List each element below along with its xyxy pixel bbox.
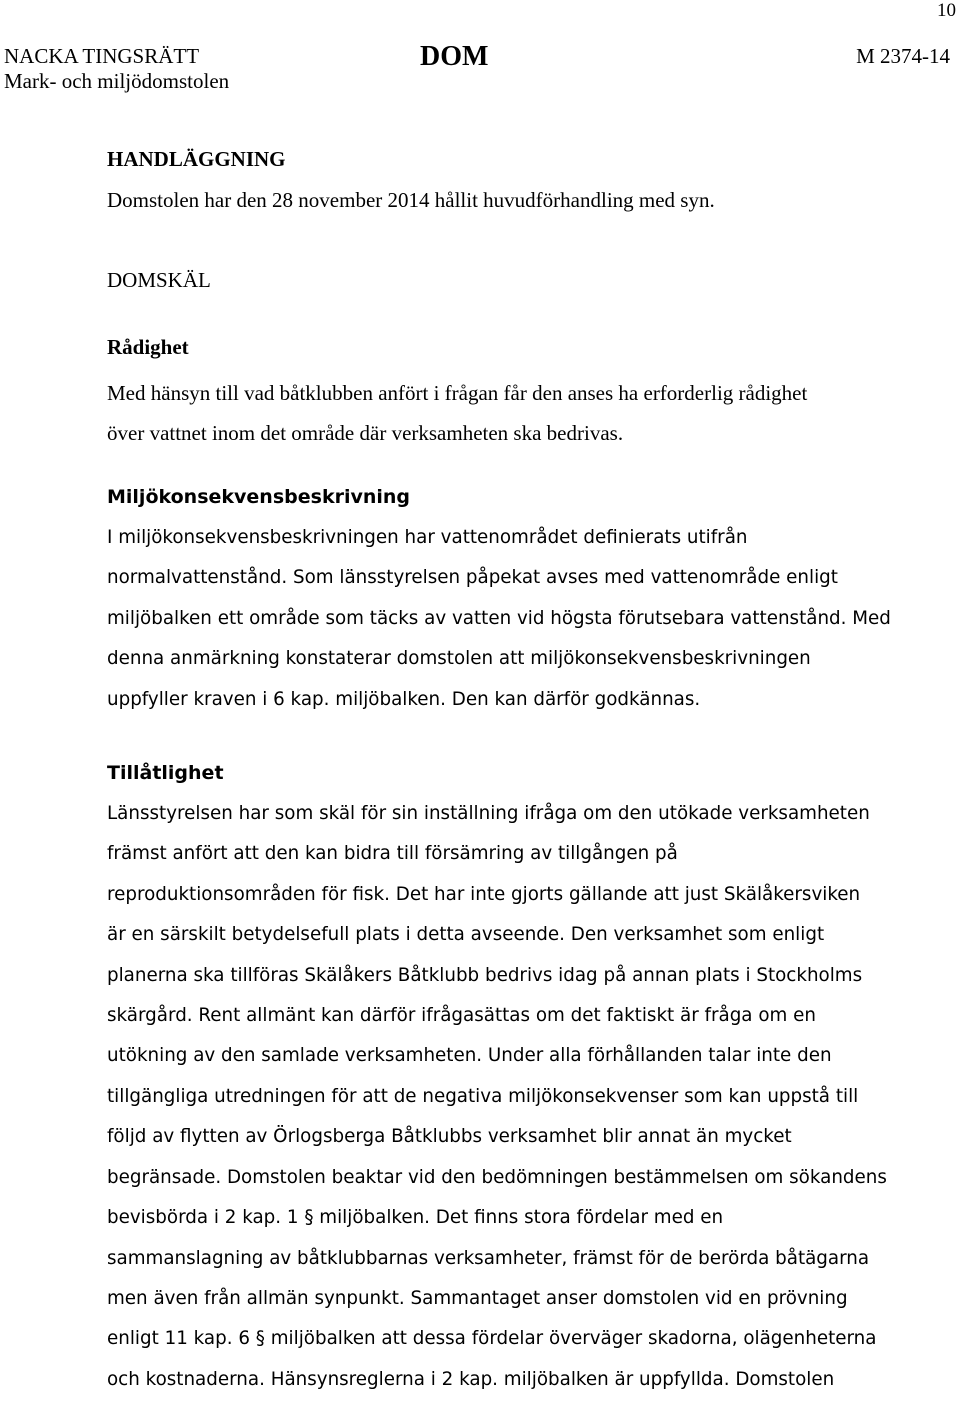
- tillatlighet-line: enligt 11 kap. 6 § miljöbalken att dessa fördelar överväger skadorna, olägenheterna: [107, 1328, 877, 1350]
- handlaggning-text: Domstolen har den 28 november 2014 hållit huvudförhandling med syn.: [107, 188, 715, 212]
- court-name: NACKA TINGSRÄTT: [4, 44, 200, 68]
- case-number: M 2374-14: [856, 44, 950, 68]
- section-domskal: [107, 267, 907, 294]
- heading-handlaggning: HANDLÄGGNING: [107, 147, 286, 171]
- mkb-line: denna anmärkning konstaterar domstolen att miljökonsekvensbeskrivningen: [107, 648, 811, 670]
- mkb-line: I miljökonsekvensbeskrivningen har vattenområdet definierats utifrån: [107, 527, 748, 548]
- section-tillatlighet: [107, 760, 907, 1400]
- tillatlighet-line: utökning av den samlade verksamheten. Under alla förhållanden talar inte den: [107, 1045, 832, 1067]
- radighet-line: Med hänsyn till vad båtklubben anfört i frågan får den anses ha erforderlig rådighet: [107, 381, 808, 405]
- tillatlighet-line: följd av flytten av Örlogsberga Båtklubbs verksamhet blir annat än mycket: [107, 1126, 792, 1148]
- mkb-line: uppfyller kraven i 6 kap. miljöbalken. Den kan därför godkännas.: [107, 688, 701, 710]
- section-handlaggning: [107, 146, 907, 214]
- heading-radighet: Rådighet: [107, 335, 189, 359]
- section-mkb: [107, 484, 907, 720]
- document-body: [107, 146, 907, 1400]
- tillatlighet-line: och kostnaderna. Hänsynsreglerna i 2 kap. miljöbalken är uppfyllda. Domstolen: [107, 1368, 835, 1390]
- mkb-paragraph: [107, 518, 907, 720]
- page-number: 10: [937, 0, 956, 21]
- heading-domskal: DOMSKÄL: [107, 268, 211, 292]
- radighet-paragraph: [107, 373, 907, 453]
- tillatlighet-line: men även från allmän synpunkt. Sammantaget anser domstolen vid en prövning: [107, 1287, 848, 1309]
- tillatlighet-line: skärgård. Rent allmänt kan därför ifrågasättas om det faktiskt är fråga om en: [107, 1005, 816, 1027]
- tillatlighet-line: är en särskilt betydelsefull plats i detta avseende. Den verksamhet som enligt: [107, 924, 825, 946]
- heading-mkb: Miljökonsekvensbeskrivning: [107, 486, 411, 508]
- section-radighet: [107, 334, 907, 453]
- court-header: [4, 44, 229, 94]
- tillatlighet-line: sammanslagning av båtklubbarnas verksamheter, främst för de berörda båtägarna: [107, 1247, 870, 1269]
- tillatlighet-line: främst anfört att den kan bidra till försämring av tillgången på: [107, 843, 678, 865]
- document-type: DOM: [420, 41, 489, 72]
- tillatlighet-line: begränsade. Domstolen beaktar vid den bedömningen bestämmelsen om sökandens: [107, 1166, 887, 1188]
- mkb-line-part: normalvattenstånd.: [107, 567, 288, 589]
- tillatlighet-line: tillgängliga utredningen för att de negativa miljökonsekvenser som kan uppstå till: [107, 1085, 859, 1107]
- court-division: Mark- och miljödomstolen: [4, 69, 230, 93]
- mkb-line-mixed: [107, 558, 907, 598]
- mkb-line: miljöbalken ett område som täcks av vatten vid högsta förutsebara vattenstånd. Med: [107, 607, 891, 629]
- radighet-line: över vattnet inom det område där verksamheten ska bedrivas.: [107, 421, 624, 445]
- tillatlighet-line: bevisbörda i 2 kap. 1 § miljöbalken. Det finns stora fördelar med en: [107, 1207, 724, 1229]
- tillatlighet-line: planerna ska tillföras Skälåkers Båtklubb bedrivs idag på annan plats i Stockholms: [107, 964, 863, 986]
- tillatlighet-line: reproduktionsområden för fisk. Det har inte gjorts gällande att just Skälåkersviken: [107, 883, 861, 905]
- heading-tillatlighet: Tillåtlighet: [107, 762, 224, 785]
- mkb-line-part: Som länsstyrelsen påpekat avses med vattenområde enligt: [287, 567, 838, 589]
- tillatlighet-paragraph: [107, 794, 907, 1400]
- tillatlighet-line: Länsstyrelsen har som skäl för sin inställning ifråga om den utökade verksamheten: [107, 803, 870, 825]
